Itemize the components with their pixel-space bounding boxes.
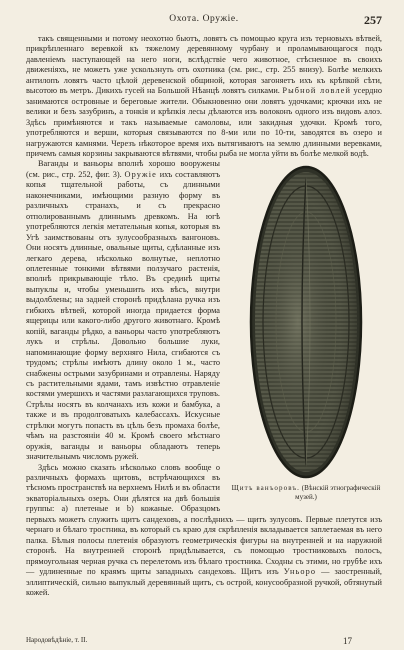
- caption-title: Щитъ ванъоровъ.: [231, 484, 301, 493]
- page-number: 257: [364, 13, 382, 27]
- paragraph-text: ихъ составляютъ копья тщательной работы, съ длинными наконечниками, имѣющими разную форму въ различныхъ странахъ, и съ прекрасно отполированнымъ длиннымъ древкомъ. На югѣ употребляются легкія метательныя копья, которыя въ Угѣ заимствованы отъ зулусообразныхъ вангоновъ. Они носятъ длинные, овальные щиты, сдѣланные изъ легкаго дерева, нѣсколько волнутые, неплотно оплетенные тонкими вѣтвями ползучаго растенія, вполнѣ прикрывающіе тѣло. Въ срединѣ щиты выпуклы и, чтобы уменьшить ихъ вѣсъ, внутри выдолблены; на задней сторонѣ придѣлана ручка изъ гибкихъ вѣтвей, которой иногда придается форма ящерицы или какого-либо другого животнаго. Кромѣ копій, ваганды рѣдко, а ваньоры часто употребляютъ лукъ и стрѣлы. Довольно большие луки, напоминающие форму верхняго Нила, сгибаются съ трудомъ; стрѣлы имѣютъ длину около 1 м., часто снабжены острыми зазубринами и отравлены. Наряду съ растительными ядами, тамъ извѣстно отравленіе костями умершихъ и частями разлагающихся труповъ. Стрѣлы носятъ въ колчанахъ изъ кожи и бамбука, а также и въ продолговатыхъ калебассахъ. Искусные стрѣлки могутъ попасть въ цѣль безъ промаха болѣе, чѣмъ на разстояніи 40 м. Кромѣ своего мѣстнаго оружія, ваганды и ваньоры обладаютъ теперь значительнымъ числомъ ружей.: [26, 169, 220, 462]
- shield-figure: [230, 163, 382, 501]
- paragraph: [26, 34, 382, 159]
- paragraph-text: Здѣсь можно сказать нѣсколько словъ вообще о различныхъ формахъ щитовъ, встрѣчающихся въ тѣсномъ пространствѣ на верхнемъ Нилѣ и въ области экваторіальныхъ озеръ. Они дѣлятся на двѣ большія группы: а) плетеные и b) кожаные. Образцомъ первыхъ можетъ служить щитъ сандеховъ, а послѣднихъ — щитъ зулусовъ. Первые плетутся изъ чернаго и бѣлаго тростника, въ который съ краю для скрѣпленія вкладывается заплетаемая въ него палка. Бѣлыя полосы плетенія образуютъ геометрическія фигуры на внутренней и на наружной сторонѣ. На внутренней сторонѣ придѣлывается, съ помощью тростниковыхъ полосъ, прямоугольная черная ручка съ перелетомъ изъ бѣлаго тростника. Сходны съ этими, но грубѣе ихъ — удлиненные по краямъ щиты западныхъ сандеховъ. Щитъ изъ: [26, 462, 382, 577]
- page-footer: [26, 636, 382, 644]
- caption-source: (Вѣнскій этнографическій музей.): [295, 484, 381, 501]
- body-text: [26, 34, 382, 598]
- paragraph-text: усердно занимаются островные и береговые жители. Обыкновенно они ловятъ удочками; крючки ихъ не велики и безъ зазубринъ, а тонкія и крѣпкія лесы дѣлаются изъ волоконъ одного изъ видовъ алоэ. Здѣсь примѣняются и такъ называемые самоловы, или закидныя удочки. Кромѣ того, употребляются и верши, которыя связываются по 8-ми или по 10-ти, заводятся въ озеро и нагружаются камнями. Черезъ нѣкоторое время ихъ вытягиваютъ на землю длинными веревками, причемъ самыя корзины закрываются вѣтвями, чтобы рыба не могла уйти въ болѣе мелкой водѣ.: [26, 86, 382, 158]
- running-title: Охота. Оружіе.: [169, 14, 239, 24]
- paragraph-text: — заостренный, эллиптическій, сильно выпуклый деревянный щитъ, съ острой, конусообразной ручкой, обтянутый кожей.: [26, 567, 382, 598]
- shield-illustration: [248, 163, 364, 481]
- spaced-term: Рыбной ловлей: [282, 86, 352, 96]
- paragraph-text: Ваганды и ваньоры вполнѣ хорошо вооружены (см. рис., стр. 252, фиг. 3).: [26, 159, 220, 179]
- figure-caption: [230, 484, 382, 501]
- spaced-term: Уньоро: [283, 567, 317, 577]
- footer-signature: Народовѣдѣніе, т. II.: [26, 636, 88, 644]
- spaced-term: Оружіе: [124, 169, 157, 179]
- paragraph-text: такъ священными и потому неохотно бьютъ, ловятъ съ помощью круга изъ терновыхъ вѣтвей, прикрѣпленнаго веревкой къ тяжелому деревянному чурбану и проламывающагося подъ давленіемъ наступающей на него ноги, вслѣдствіе чего животное, стѣсненное въ своихъ движеніяхъ, не можетъ уже ускользнуть отъ охотника (см. рис., стр. 255 внизу). Болѣе мелкихъ антилопъ ловятъ часто цѣлой деревенской общиной, которая загоняетъ ихъ къ крѣпкой сѣти, высотою въ метръ. Дикихъ гусей на Большой Нѣанцѣ ловятъ силками.: [26, 34, 382, 96]
- signature-number: 17: [343, 636, 352, 646]
- running-head: [26, 14, 382, 28]
